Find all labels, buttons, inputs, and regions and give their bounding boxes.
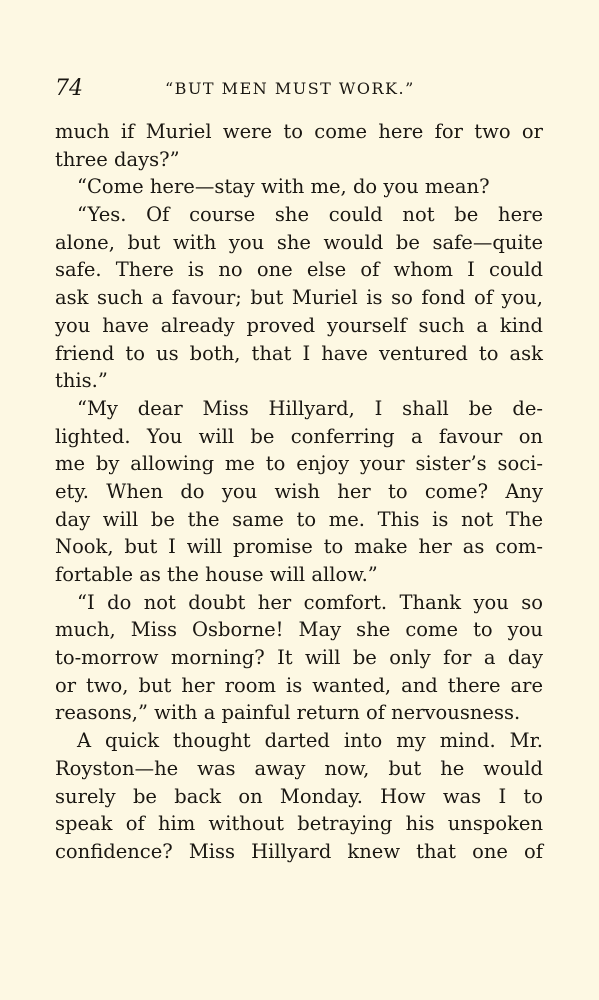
text-line: friend to us both, that I have ventured to ask bbox=[55, 341, 543, 365]
running-title: “BUT MEN MUST WORK.” bbox=[165, 79, 415, 98]
page-number: 74 bbox=[55, 76, 83, 101]
text-line: speak of him without betraying his unspoken bbox=[55, 812, 543, 836]
text-line: much, Miss Osborne! May she come to you bbox=[55, 618, 543, 642]
text-line: much if Muriel were to come here for two or bbox=[55, 120, 543, 143]
text-line: “Come here—stay with me, do you mean? bbox=[77, 175, 490, 199]
text-line: ety. When do you wish her to come? Any bbox=[55, 479, 543, 503]
text-line: to-morrow morning? It will be only for a day bbox=[55, 646, 543, 670]
text-line: confidence? Miss Hillyard knew that one of bbox=[55, 839, 543, 863]
text-line: Royston—he was away now, but he would bbox=[55, 756, 543, 780]
text-line: surely be back on Monday. How was I to bbox=[55, 784, 543, 808]
text-line: “I do not doubt her comfort. Thank you so bbox=[77, 590, 543, 614]
text-line: reasons,” with a painful return of nervousness. bbox=[55, 701, 521, 725]
text-line: three days?” bbox=[55, 147, 180, 171]
body-text bbox=[55, 118, 543, 866]
text-line: day will be the same to me. This is not The bbox=[55, 507, 543, 531]
text-line: safe. There is no one else of whom I could bbox=[55, 258, 543, 282]
text-line: lighted. You will be conferring a favour on bbox=[55, 424, 543, 448]
text-line: alone, but with you she would be safe—quite bbox=[55, 230, 543, 254]
text-line: fortable as the house will allow.” bbox=[55, 563, 378, 586]
text-line: “Yes. Of course she could not be here bbox=[77, 203, 543, 227]
page-header bbox=[55, 76, 543, 102]
text-line: or two, but her room is wanted, and there are bbox=[55, 673, 543, 697]
text-line: you have already proved yourself such a kind bbox=[55, 313, 543, 337]
text-line: “My dear Miss Hillyard, I shall be de- bbox=[77, 396, 543, 420]
text-line: me by allowing me to enjoy your sister’s soci- bbox=[55, 452, 543, 476]
text-line: ask such a favour; but Muriel is so fond of you, bbox=[55, 286, 543, 310]
text-line: Nook, but I will promise to make her as com- bbox=[55, 535, 543, 559]
text-line: this.” bbox=[55, 369, 108, 393]
text-line: A quick thought darted into my mind. Mr. bbox=[77, 729, 543, 753]
